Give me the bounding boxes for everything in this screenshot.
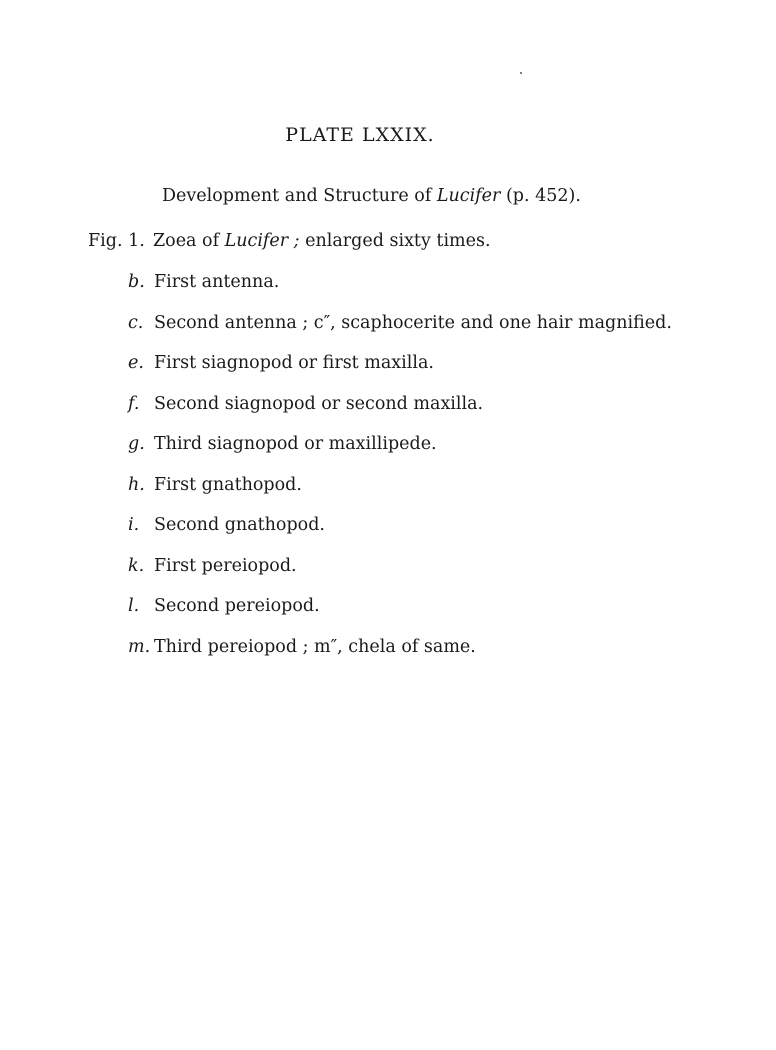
legend-entry (128, 596, 320, 616)
entry-letter: k. (128, 556, 145, 576)
caption-text: Zoea of (153, 231, 225, 251)
entry-letter: e. (128, 353, 144, 373)
legend-entry (128, 515, 325, 535)
caption-magnification: enlarged sixty times. (299, 231, 491, 251)
entry-text: Third siagnopod or maxillipede. (154, 434, 437, 454)
entry-letter: c. (128, 313, 144, 333)
entry-text: First gnathopod. (154, 475, 302, 495)
ink-speck (520, 72, 522, 74)
subtitle-text: Development and Structure of (162, 186, 437, 206)
entry-text: Second antenna ; c″, scaphocerite and one hair magnified. (154, 313, 672, 333)
entry-letter: m. (128, 637, 151, 657)
entry-text: First pereiopod. (154, 556, 297, 576)
subtitle-genus: Lucifer (436, 186, 501, 206)
entry-letter: g. (128, 434, 145, 454)
entry-letter: i. (128, 515, 140, 535)
figure-number: Fig. 1. (88, 231, 145, 251)
entry-text: Second gnathopod. (154, 515, 325, 535)
entry-letter: f. (128, 394, 140, 414)
entry-text: First siagnopod or first maxilla. (154, 353, 434, 373)
entry-letter: l. (128, 596, 140, 616)
legend-entry (128, 353, 434, 373)
caption-genus: Lucifer ; (224, 231, 300, 251)
legend-entry (128, 637, 476, 657)
subtitle-page-ref: (p. 452). (500, 186, 581, 206)
plate-title: PLATE LXXIX. (285, 124, 435, 146)
legend-entry (128, 434, 437, 454)
entry-text: Second siagnopod or second maxilla. (154, 394, 484, 414)
legend-entry (128, 475, 302, 495)
plate-subtitle (162, 186, 581, 206)
entry-text: Second pereiopod. (154, 596, 320, 616)
legend-entry (128, 394, 483, 414)
entry-letter: b. (128, 272, 145, 292)
legend-entry (128, 556, 297, 576)
legend-entry (128, 313, 672, 333)
entry-text: First antenna. (154, 272, 280, 292)
legend-entry (128, 272, 279, 292)
figure-main-caption (153, 231, 491, 251)
entry-text: Third pereiopod ; m″, chela of same. (154, 637, 476, 657)
entry-letter: h. (128, 475, 145, 495)
